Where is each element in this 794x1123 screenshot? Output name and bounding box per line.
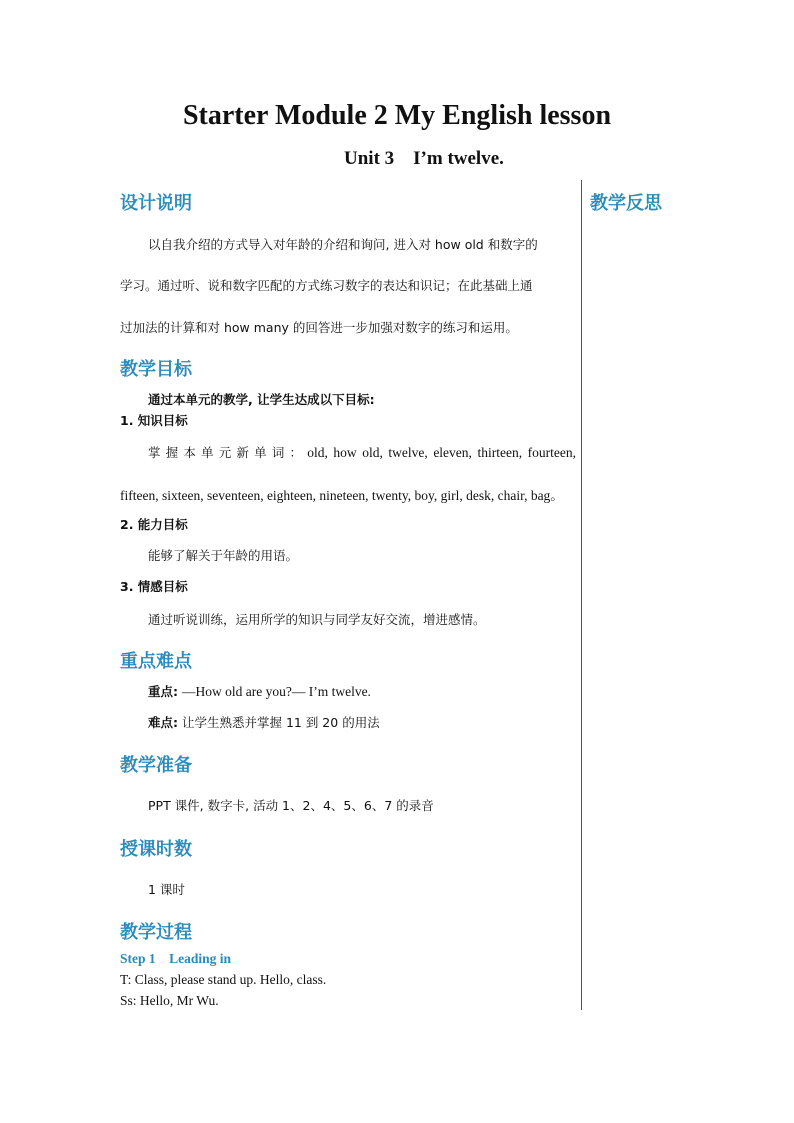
prep-heading: 教学准备: [120, 755, 192, 776]
reflection-heading: 教学反思: [590, 193, 662, 214]
knowledge-words-line-2: fifteen, sixteen, seventeen, eighteen, nineteen, twenty, boy, girl, desk, chair, bag。: [120, 488, 564, 503]
design-line-1: 以自我介绍的方式导入对年龄的介绍和询问, 进入对 how old 和数字的: [148, 237, 538, 252]
key-label: 重点:: [148, 684, 178, 699]
design-line-3: 过加法的计算和对 how many 的回答进一步加强对数字的练习和运用。: [120, 320, 518, 335]
knowledge-prefix: 掌握本单元新单词：: [148, 445, 308, 460]
step-heading: Step 1 Leading in: [120, 951, 232, 966]
knowledge-words-line-1: [148, 443, 576, 461]
ability-text: 能够了解关于年龄的用语。: [148, 548, 299, 563]
difficult-label: 难点:: [148, 715, 178, 730]
difficult-text: 让学生熟悉并掌握 11 到 20 的用法: [181, 715, 380, 730]
emotion-label: 3. 情感目标: [120, 579, 188, 594]
key-point: [148, 682, 371, 700]
knowledge-words: old, how old, twelve, eleven, thirteen, fourteen,: [307, 445, 576, 460]
design-line-2: 学习。通过听、说和数字匹配的方式练习数字的表达和识记；在此基础上通: [120, 278, 533, 293]
dialogue-line-1: T: Class, please stand up. Hello, class.: [120, 972, 327, 987]
process-heading: 教学过程: [120, 922, 192, 943]
key-text: —How old are you?— I’m twelve.: [181, 684, 371, 699]
unit-title: Unit 3 I’m twelve.: [344, 148, 504, 169]
page-title: Starter Module 2 My English lesson: [182, 100, 612, 131]
emotion-text: 通过听说训练，运用所学的知识与同学友好交流，增进感情。: [148, 612, 486, 627]
difficult-point: [148, 713, 380, 731]
knowledge-label: 1. 知识目标: [120, 413, 188, 428]
design-heading: 设计说明: [120, 193, 192, 214]
hours-heading: 授课时数: [120, 839, 192, 860]
hours-text: 1 课时: [148, 882, 185, 897]
objectives-heading: 教学目标: [120, 359, 192, 380]
prep-text: PPT 课件, 数字卡, 活动 1、2、4、5、6、7 的录音: [148, 798, 434, 813]
dialogue-line-2: Ss: Hello, Mr Wu.: [120, 993, 219, 1008]
keypoints-heading: 重点难点: [120, 651, 192, 672]
column-divider: [581, 180, 582, 1010]
objectives-intro: 通过本单元的教学, 让学生达成以下目标:: [148, 392, 375, 407]
ability-label: 2. 能力目标: [120, 517, 188, 532]
